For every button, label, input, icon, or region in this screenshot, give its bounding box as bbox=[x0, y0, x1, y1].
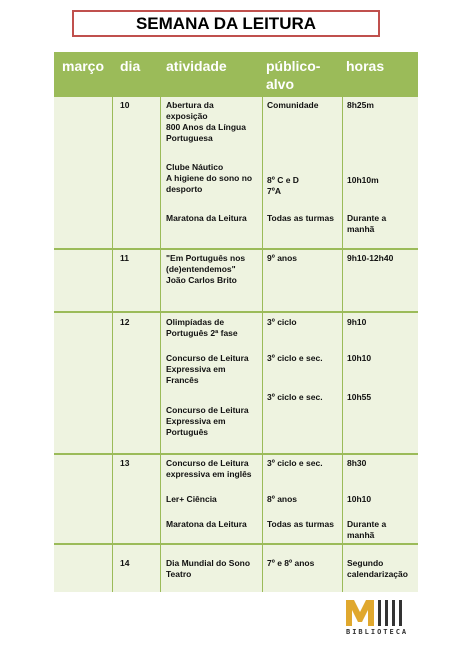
activity-cell: Concurso de Leitura expressiva em inglês bbox=[166, 458, 252, 479]
activity-cell: Dia Mundial do Sono Teatro bbox=[166, 558, 251, 579]
column-divider bbox=[342, 97, 343, 592]
audience-cell: 3º ciclo bbox=[267, 317, 297, 327]
audience-cell: 9º anos bbox=[267, 253, 298, 263]
audience-cell: Todas as turmas bbox=[267, 213, 334, 223]
hours-cell: 10h10 bbox=[347, 353, 372, 363]
hours-cell: Durante a manhã bbox=[347, 213, 387, 234]
audience-cell: 7º e 8º anos bbox=[267, 558, 315, 568]
hours-cell: 8h30 bbox=[347, 458, 367, 468]
audience-cell: 8º anos bbox=[267, 494, 298, 504]
activity-cell: Concurso de Leitura Expressiva em Português bbox=[166, 405, 249, 437]
hours-cell: Segundo calendarização bbox=[347, 558, 408, 579]
audience-cell: 3º ciclo e sec. bbox=[267, 392, 323, 402]
column-divider bbox=[112, 97, 113, 592]
activity-cell: "Em Português nos (de)entendemos" João Carlos Brito bbox=[166, 253, 246, 285]
hours-cell: 10h10 bbox=[347, 494, 372, 504]
day-cell: 14 bbox=[120, 558, 130, 568]
column-divider bbox=[160, 97, 161, 592]
activity-cell: Olimpíadas de Português 2ª fase bbox=[166, 317, 238, 338]
header-activity: atividade bbox=[166, 58, 227, 74]
library-logo-text: BIBLIOTECA bbox=[346, 628, 409, 636]
column-divider bbox=[262, 97, 263, 592]
hours-cell: 10h10m bbox=[347, 175, 379, 185]
table-header bbox=[54, 52, 418, 97]
activity-cell: Maratona da Leitura bbox=[166, 519, 247, 529]
activity-cell: Clube Náutico A higiene do sono no desporto bbox=[166, 162, 253, 194]
day-cell: 12 bbox=[120, 317, 130, 327]
hours-cell: 10h55 bbox=[347, 392, 372, 402]
header-month: março bbox=[62, 58, 105, 74]
activity-cell: Ler+ Ciência bbox=[166, 494, 217, 504]
row-separator bbox=[54, 453, 418, 455]
row-separator bbox=[54, 311, 418, 313]
page-title: SEMANA DA LEITURA bbox=[72, 10, 380, 37]
library-logo bbox=[342, 596, 408, 638]
audience-cell: Todas as turmas bbox=[267, 519, 334, 529]
day-cell: 11 bbox=[120, 253, 129, 263]
audience-cell: 8º C e D 7ºA bbox=[267, 175, 299, 196]
audience-cell: 3º ciclo e sec. bbox=[267, 353, 323, 363]
hours-cell: 9h10 bbox=[347, 317, 367, 327]
day-cell: 13 bbox=[120, 458, 130, 468]
audience-cell: Comunidade bbox=[267, 100, 319, 110]
row-separator bbox=[54, 248, 418, 250]
day-cell: 10 bbox=[120, 100, 130, 110]
hours-cell: Durante a manhã bbox=[347, 519, 387, 540]
row-separator bbox=[54, 543, 418, 545]
header-day: dia bbox=[120, 58, 141, 74]
activity-cell: Concurso de Leitura Expressiva em Francês bbox=[166, 353, 249, 385]
header-audience: público- alvo bbox=[266, 58, 321, 92]
activity-cell: Abertura da exposição 800 Anos da Língua Portuguesa bbox=[166, 100, 246, 143]
hours-cell: 9h10-12h40 bbox=[347, 253, 394, 263]
header-hours: horas bbox=[346, 58, 385, 74]
hours-cell: 8h25m bbox=[347, 100, 374, 110]
activity-cell: Maratona da Leitura bbox=[166, 213, 247, 223]
audience-cell: 3º ciclo e sec. bbox=[267, 458, 323, 468]
